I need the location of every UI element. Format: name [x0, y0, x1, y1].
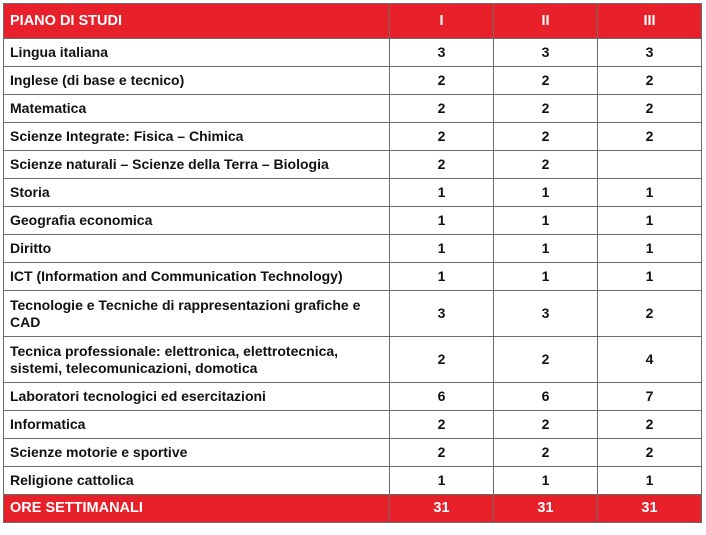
hours-year-2: 6 [494, 383, 598, 411]
table-row [4, 67, 702, 95]
table-header-row [4, 4, 702, 39]
hours-year-2: 2 [494, 67, 598, 95]
hours-year-2: 1 [494, 263, 598, 291]
hours-year-1: 3 [390, 39, 494, 67]
subject-name: Scienze motorie e sportive [4, 439, 390, 467]
hours-year-2: 2 [494, 337, 598, 383]
year-header-3: III [598, 4, 702, 39]
study-plan-table [3, 3, 702, 523]
subject-name: Religione cattolica [4, 467, 390, 495]
subject-name: Informatica [4, 411, 390, 439]
hours-year-1: 2 [390, 337, 494, 383]
hours-year-1: 1 [390, 235, 494, 263]
hours-year-2: 2 [494, 439, 598, 467]
hours-year-3: 1 [598, 263, 702, 291]
table-row [4, 467, 702, 495]
table-row [4, 179, 702, 207]
hours-year-2: 2 [494, 123, 598, 151]
table-row [4, 151, 702, 179]
subject-name: Scienze naturali – Scienze della Terra – Biologia [4, 151, 390, 179]
hours-year-3: 1 [598, 179, 702, 207]
total-year-2: 31 [494, 495, 598, 523]
hours-year-2: 3 [494, 291, 598, 337]
year-header-1: I [390, 4, 494, 39]
hours-year-2: 2 [494, 95, 598, 123]
hours-year-2: 2 [494, 411, 598, 439]
hours-year-1: 2 [390, 123, 494, 151]
table-row [4, 207, 702, 235]
table-row [4, 39, 702, 67]
year-header-2: II [494, 4, 598, 39]
hours-year-3: 3 [598, 39, 702, 67]
hours-year-3: 1 [598, 235, 702, 263]
hours-year-3: 2 [598, 123, 702, 151]
table-row [4, 337, 702, 383]
subject-name: Scienze Integrate: Fisica – Chimica [4, 123, 390, 151]
hours-year-3: 2 [598, 439, 702, 467]
hours-year-2: 1 [494, 179, 598, 207]
hours-year-3: 2 [598, 411, 702, 439]
subject-name: Diritto [4, 235, 390, 263]
subject-name: Tecnica professionale: elettronica, elettrotecnica, sistemi, telecomunicazioni, domotica [4, 337, 390, 383]
hours-year-1: 2 [390, 151, 494, 179]
hours-year-1: 6 [390, 383, 494, 411]
hours-year-1: 1 [390, 179, 494, 207]
table-row [4, 123, 702, 151]
hours-year-1: 1 [390, 263, 494, 291]
hours-year-3: 7 [598, 383, 702, 411]
hours-year-1: 2 [390, 95, 494, 123]
hours-year-3: 4 [598, 337, 702, 383]
total-year-1: 31 [390, 495, 494, 523]
hours-year-1: 1 [390, 207, 494, 235]
subject-name: Storia [4, 179, 390, 207]
hours-year-3: 1 [598, 467, 702, 495]
subject-name: Lingua italiana [4, 39, 390, 67]
hours-year-3: 1 [598, 207, 702, 235]
table-row [4, 263, 702, 291]
hours-year-2: 1 [494, 467, 598, 495]
hours-year-2: 3 [494, 39, 598, 67]
totals-label: ORE SETTIMANALI [4, 495, 390, 523]
subject-name: ICT (Information and Communication Technology) [4, 263, 390, 291]
hours-year-1: 1 [390, 467, 494, 495]
table-row [4, 235, 702, 263]
hours-year-2: 1 [494, 207, 598, 235]
table-row [4, 383, 702, 411]
subject-name: Geografia economica [4, 207, 390, 235]
hours-year-1: 2 [390, 67, 494, 95]
hours-year-1: 2 [390, 411, 494, 439]
hours-year-3: 2 [598, 67, 702, 95]
hours-year-3 [598, 151, 702, 179]
hours-year-2: 1 [494, 235, 598, 263]
subject-name: Tecnologie e Tecniche di rappresentazioni grafiche e CAD [4, 291, 390, 337]
subject-name: Matematica [4, 95, 390, 123]
subject-name: Laboratori tecnologici ed esercitazioni [4, 383, 390, 411]
total-year-3: 31 [598, 495, 702, 523]
hours-year-3: 2 [598, 95, 702, 123]
hours-year-2: 2 [494, 151, 598, 179]
hours-year-3: 2 [598, 291, 702, 337]
totals-row [4, 495, 702, 523]
hours-year-1: 2 [390, 439, 494, 467]
table-row [4, 95, 702, 123]
table-row [4, 439, 702, 467]
table-row [4, 411, 702, 439]
table-row [4, 291, 702, 337]
subject-name: Inglese (di base e tecnico) [4, 67, 390, 95]
hours-year-1: 3 [390, 291, 494, 337]
table-title: PIANO DI STUDI [4, 4, 390, 39]
